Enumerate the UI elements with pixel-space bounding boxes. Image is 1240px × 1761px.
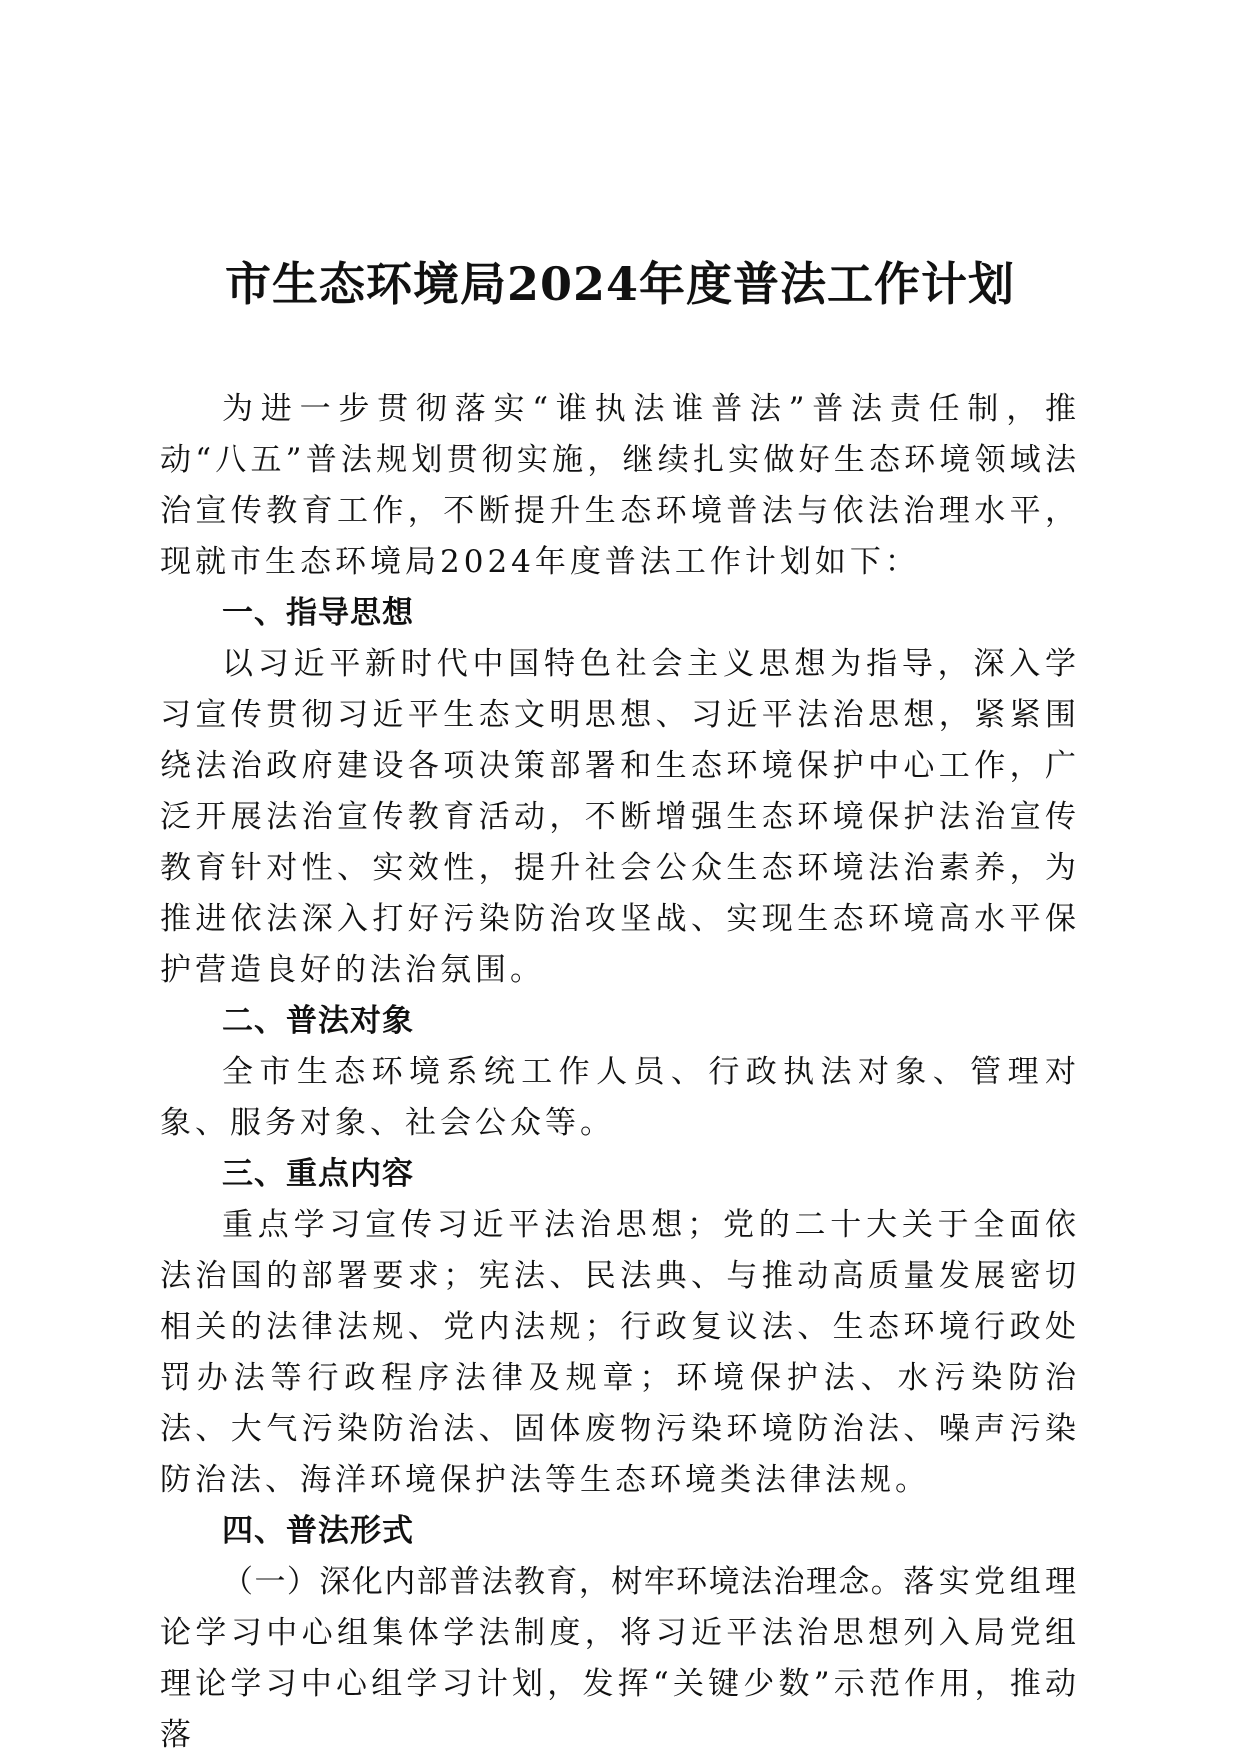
section-heading-forms: 四、普法形式 <box>222 1513 414 1549</box>
subsection-lead: （一）深化内部普法教育，树牢环境法治理念。 <box>222 1564 904 1600</box>
intro-paragraph: 为进一步贯彻落实“谁执法谁普法”普法责任制，推动“八五”普法规划贯彻实施，继续扎实做好生态环境领域法治宣传教育工作，不断提升生态环境普法与依法治理水平，现就市生态环境局2024年度普法工作计划如下： <box>160 391 1080 580</box>
section-heading-guiding-ideology: 一、指导思想 <box>222 595 414 631</box>
section-body-audience: 全市生态环境系统工作人员、行政执法对象、管理对象、服务对象、社会公众等。 <box>160 1054 1080 1141</box>
section-heading-key-content: 三、重点内容 <box>222 1156 414 1192</box>
section-heading-audience: 二、普法对象 <box>222 1003 414 1039</box>
section-body-guiding-ideology: 以习近平新时代中国特色社会主义思想为指导，深入学习宣传贯彻习近平生态文明思想、习近平法治思想，紧紧围绕法治政府建设各项决策部署和生态环境保护中心工作，广泛开展法治宣传教育活动，不断增强生态环境保护法治宣传教育针对性、实效性，提升社会公众生态环境法治素养，为推进依法深入打好污染防治攻坚战、实现生态环境高水平保护营造良好的法治氛围。 <box>160 646 1080 988</box>
document-title: 市生态环境局2024年度普法工作计划 <box>224 257 1016 311</box>
section-body-forms <box>160 1557 1080 1761</box>
subsection-body: 落实党组理论学习中心组集体学法制度，将习近平法治思想列入局党组理论学习中心组学习计划，发挥“关键少数”示范作用，推动落 <box>160 1564 1081 1753</box>
document-body <box>160 384 1080 1761</box>
section-body-key-content: 重点学习宣传习近平法治思想；党的二十大关于全面依法治国的部署要求；宪法、民法典、与推动高质量发展密切相关的法律法规、党内法规；行政复议法、生态环境行政处罚办法等行政程序法律及规章；环境保护法、水污染防治法、大气污染防治法、固体废物污染环境防治法、噪声污染防治法、海洋环境保护法等生态环境类法律法规。 <box>160 1207 1080 1498</box>
